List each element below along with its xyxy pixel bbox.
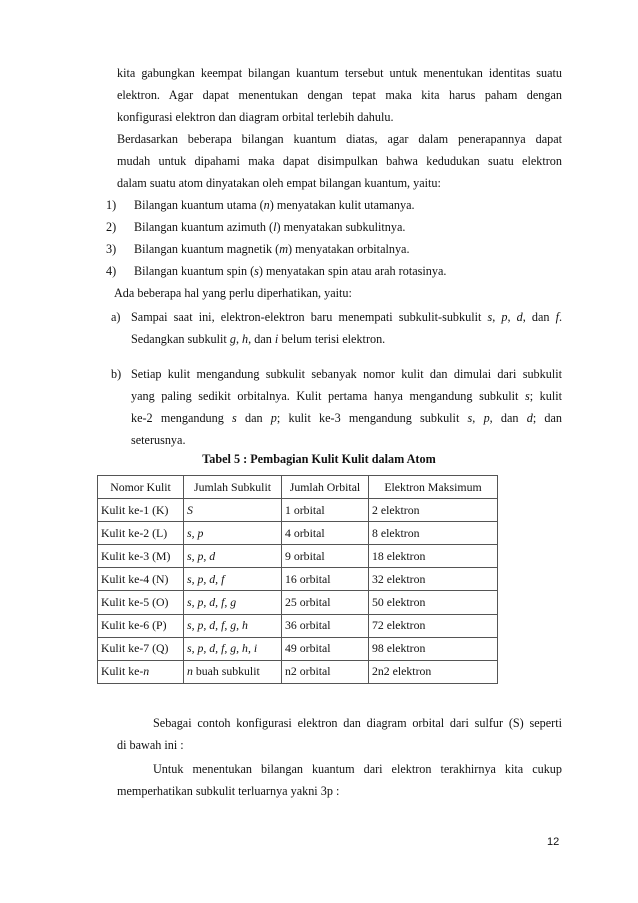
cell-text: Kulit ke- [101,664,144,679]
list-text-part: Bilangan kuantum utama ( [134,198,264,212]
text-part: , [235,332,243,346]
text-part: , dan [489,411,527,425]
list-text-part: Bilangan kuantum azimuth ( [134,220,274,234]
cell-text: buah subkulit [195,664,260,679]
table-row [98,568,498,591]
table-cell: 25 orbital [282,591,369,614]
subshell-list: s, p, d [187,548,216,563]
subshell-symbol: p [501,310,508,324]
closing-paragraph [117,758,562,802]
note-b-text [131,385,562,407]
table-cell: 72 elektron [369,614,498,637]
closing-line: Sebagai contoh konfigurasi elektron dan diagram orbital dari sulfur (S) seperti [153,716,562,730]
note-b-line [131,429,562,451]
table-cell: Kulit ke-3 (M) [98,545,184,568]
table-row [98,660,498,683]
list-text-part: ) menyatakan spin atau arah rotasinya. [258,264,447,278]
text-part: , [507,310,517,324]
list-text [134,260,446,282]
column-header: Elektron Maksimum [369,476,498,499]
table-cell: Kulit ke-6 (P) [98,614,184,637]
list-number: 3) [106,242,117,256]
subshell-list: s, p, d, f [187,571,225,586]
table-cell [184,591,282,614]
quantum-symbol: l [273,220,277,234]
note-b-line [131,363,562,385]
note-b-line [131,385,562,407]
table-cell [184,545,282,568]
subshell-symbol: s [467,411,473,425]
table-cell [184,614,282,637]
text-part: . [558,310,563,324]
subshell-symbol: s [524,389,530,403]
text-part: , [492,310,502,324]
list-text-part: ) menyatakan kulit utamanya. [269,198,415,212]
list-text [134,238,410,260]
table-cell [184,568,282,591]
subshell-symbol: f [555,310,559,324]
note-b-text [131,407,562,429]
table-row [98,522,498,545]
table-row [98,499,498,522]
notes-intro: Ada beberapa hal yang perlu diperhatikan, yaitu: [114,286,352,300]
table-cell [98,660,184,683]
closing-line: Untuk menentukan bilangan kuantum dari elektron terakhirnya kita cukup [153,762,562,776]
table-row [98,591,498,614]
text-part: ; dan [532,411,563,425]
table-cell: 9 orbital [282,545,369,568]
list-text-part: ) menyatakan orbitalnya. [288,242,410,256]
subshell-symbol: d [526,411,533,425]
table-cell: 32 elektron [369,568,498,591]
note-a-text [131,306,562,328]
subshell-list: S [187,502,193,517]
table-cell: 4 orbital [282,522,369,545]
summary-paragraph [117,128,562,194]
list-text-part: Bilangan kuantum spin ( [134,264,255,278]
table-caption: Tabel 5 : Pembagian Kulit Kulit dalam Atom [202,452,436,466]
table-header-row [98,476,498,499]
text-part: , dan [248,332,275,346]
table-cell: 18 elektron [369,545,498,568]
summary-line: dalam suatu atom dinyatakan oleh empat bilangan kuantum, yaitu: [117,176,441,190]
table-cell: Kulit ke-2 (L) [98,522,184,545]
intro-line: kita gabungkan keempat bilangan kuantum tersebut untuk menentukan identitas suatu [117,66,562,80]
table-cell: 2 elektron [369,499,498,522]
table-cell [184,660,282,683]
text-part: ke-2 mengandung [131,411,233,425]
table-cell: 98 elektron [369,637,498,660]
table-cell [184,637,282,660]
text-part: ; kulit ke-3 mengandung subkulit [276,411,468,425]
list-item [106,238,410,260]
list-text [134,194,415,216]
intro-paragraph [117,62,562,128]
subshell-symbol: s [487,310,493,324]
intro-line: elektron. Agar dapat menentukan dengan tepat maka kita harus paham dengan [117,88,562,102]
quantum-symbol: s [254,264,259,278]
text-part: belum terisi elektron. [278,332,386,346]
table-cell: 49 orbital [282,637,369,660]
note-b-number: b) [111,367,122,381]
table-cell [184,522,282,545]
note-a-line [131,306,562,328]
text-part: Sedangkan subkulit [131,332,230,346]
subshell-symbol: h [242,332,249,346]
table-cell: Kulit ke-7 (Q) [98,637,184,660]
list-text-part: Bilangan kuantum magnetik ( [134,242,280,256]
note-b-line [131,407,562,429]
note-a-text [131,328,562,350]
closing-line: memperhatikan subkulit terluarnya yakni 3p : [117,784,340,798]
column-header: Jumlah Subkulit [184,476,282,499]
column-header: Jumlah Orbital [282,476,369,499]
table-cell: 2n2 elektron [369,660,498,683]
list-text [134,216,405,238]
list-number: 2) [106,220,117,234]
text-part: ; kulit [529,389,562,403]
table-cell: 8 elektron [369,522,498,545]
table-row [98,637,498,660]
text-part: yang paling sedikit orbitalnya. Kulit pertama hanya mengandung subkulit [131,389,525,403]
text-part: Sampai saat ini, elektron-elektron baru menempati subkulit-subkulit [131,310,488,324]
list-item [106,260,447,282]
note-b-text: seterusnya. [131,433,186,447]
table-cell [184,499,282,522]
closing-paragraph [117,712,562,756]
list-text-part: ) menyatakan subkulitnya. [276,220,406,234]
table-cell: Kulit ke-4 (N) [98,568,184,591]
n-symbol: n [187,664,193,679]
subshell-list: s, p, d, f, g, h, i [187,641,258,656]
text-part: , dan [522,310,556,324]
table-row [98,545,498,568]
subshell-symbol: d [516,310,523,324]
list-item [106,216,406,238]
summary-line: mudah untuk dipahami maka dapat disimpulkan bahwa kedudukan suatu elektron [117,154,562,168]
subshell-symbol: s [232,411,237,425]
column-header: Nomor Kulit [98,476,184,499]
list-number: 4) [106,264,117,278]
quantum-symbol: m [279,242,289,256]
note-a-number: a) [111,310,121,324]
table-row [98,614,498,637]
text-part: , [472,411,484,425]
table-cell: 36 orbital [282,614,369,637]
text-part: dan [236,411,271,425]
subshell-list: s, p [187,525,204,540]
list-item [106,194,415,216]
summary-line: Berdasarkan beberapa bilangan kuantum diatas, agar dalam penerapannya dapat [117,132,562,146]
subshell-list: s, p, d, f, g, h [187,618,248,633]
quantum-symbol: n [263,198,270,212]
table-cell: 50 elektron [369,591,498,614]
table-cell: Kulit ke-5 (O) [98,591,184,614]
intro-line: konfigurasi elektron dan diagram orbital terlebih dahulu. [117,110,394,124]
atom-shell-table [97,475,498,684]
table-cell: n2 orbital [282,660,369,683]
subshell-symbol: p [270,411,277,425]
subshell-symbol: g [229,332,236,346]
page-number: 12 [547,836,560,848]
n-symbol: n [143,664,150,679]
table-cell: 16 orbital [282,568,369,591]
list-number: 1) [106,198,117,212]
closing-line: di bawah ini : [117,738,184,752]
table-cell: 1 orbital [282,499,369,522]
table-cell: Kulit ke-1 (K) [98,499,184,522]
note-b-text: Setiap kulit mengandung subkulit sebanyak nomor kulit dan dimulai dari subkulit [131,367,562,381]
subshell-symbol: p [483,411,490,425]
subshell-list: s, p, d, f, g [187,595,237,610]
subshell-symbol: i [274,332,279,346]
note-a-line [131,328,562,350]
